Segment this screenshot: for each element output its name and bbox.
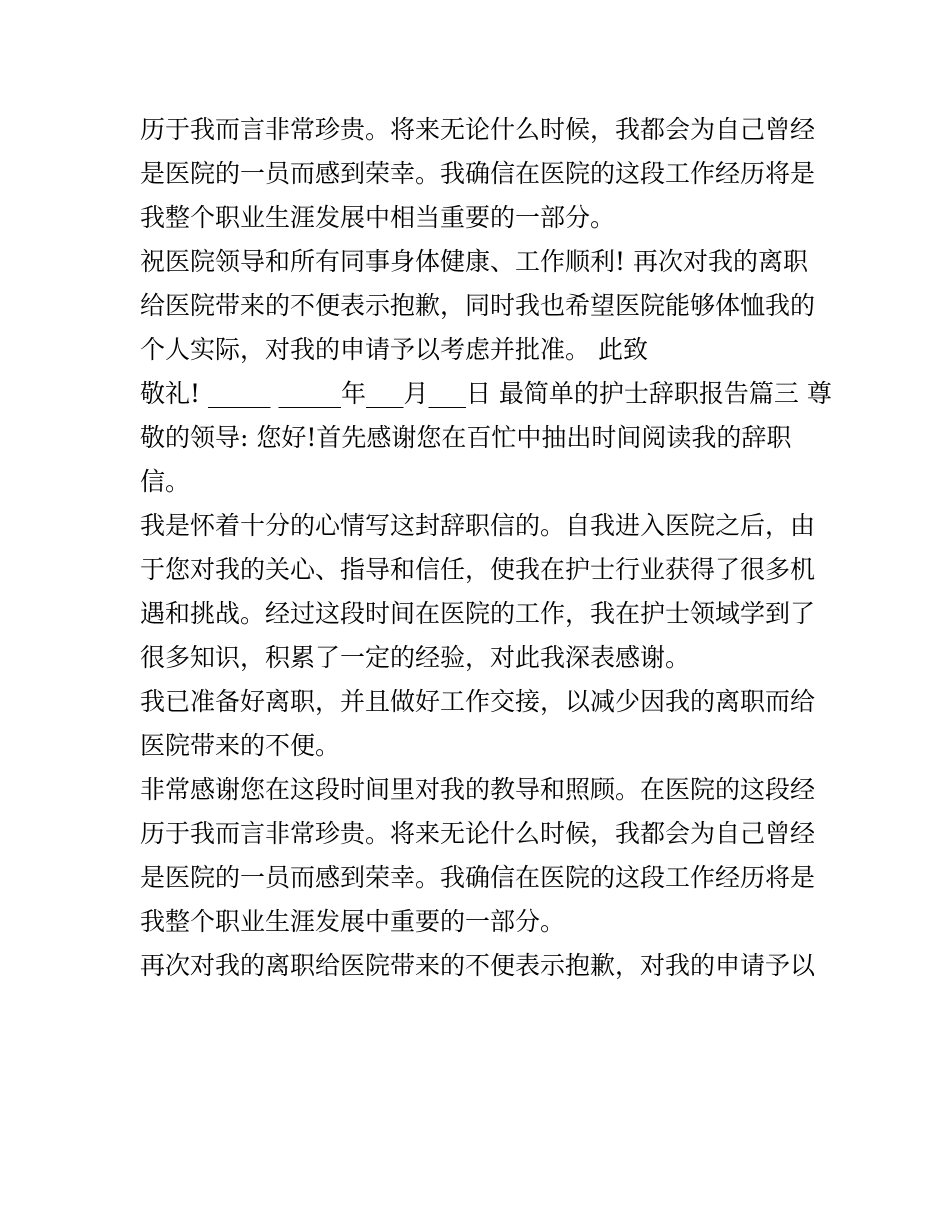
text-line: 敬礼! _____ _____年___月___日 最简单的护士辞职报告篇三 尊	[140, 379, 832, 408]
text-line: 于您对我的关心、指导和信任，使我在护士行业获得了很多机	[140, 555, 816, 584]
text-line: 信。	[140, 467, 191, 496]
text-line: 遇和挑战。经过这段时间在医院的工作，我在护士领域学到了	[140, 599, 816, 628]
text-line: 敬的领导: 您好!首先感谢您在百忙中抽出时间阅读我的辞职	[140, 423, 792, 452]
text-line: 再次对我的离职给医院带来的不便表示抱歉，对我的申请予以	[140, 951, 816, 980]
text-line: 是医院的一员而感到荣幸。我确信在医院的这段工作经历将是	[140, 159, 816, 188]
text-line: 我整个职业生涯发展中重要的一部分。	[140, 907, 566, 936]
text-line: 给医院带来的不便表示抱歉，同时我也希望医院能够体恤我的	[140, 291, 816, 320]
text-line: 个人实际，对我的申请予以考虑并批准。 此致	[140, 335, 648, 364]
text-line: 历于我而言非常珍贵。将来无论什么时候，我都会为自己曾经	[140, 115, 816, 144]
text-line: 很多知识，积累了一定的经验，对此我深表感谢。	[140, 643, 691, 672]
document-body	[140, 108, 832, 988]
text-line: 我是怀着十分的心情写这封辞职信的。自我进入医院之后，由	[140, 511, 816, 540]
text-line: 我整个职业生涯发展中相当重要的一部分。	[140, 203, 616, 232]
text-line: 祝医院领导和所有同事身体健康、工作顺利! 再次对我的离职	[140, 247, 808, 276]
text-line: 我已准备好离职，并且做好工作交接，以减少因我的离职而给	[140, 687, 816, 716]
text-line: 历于我而言非常珍贵。将来无论什么时候，我都会为自己曾经	[140, 819, 816, 848]
text-line: 医院带来的不便。	[140, 731, 341, 760]
text-line: 非常感谢您在这段时间里对我的教导和照顾。在医院的这段经	[140, 775, 816, 804]
text-line: 是医院的一员而感到荣幸。我确信在医院的这段工作经历将是	[140, 863, 816, 892]
